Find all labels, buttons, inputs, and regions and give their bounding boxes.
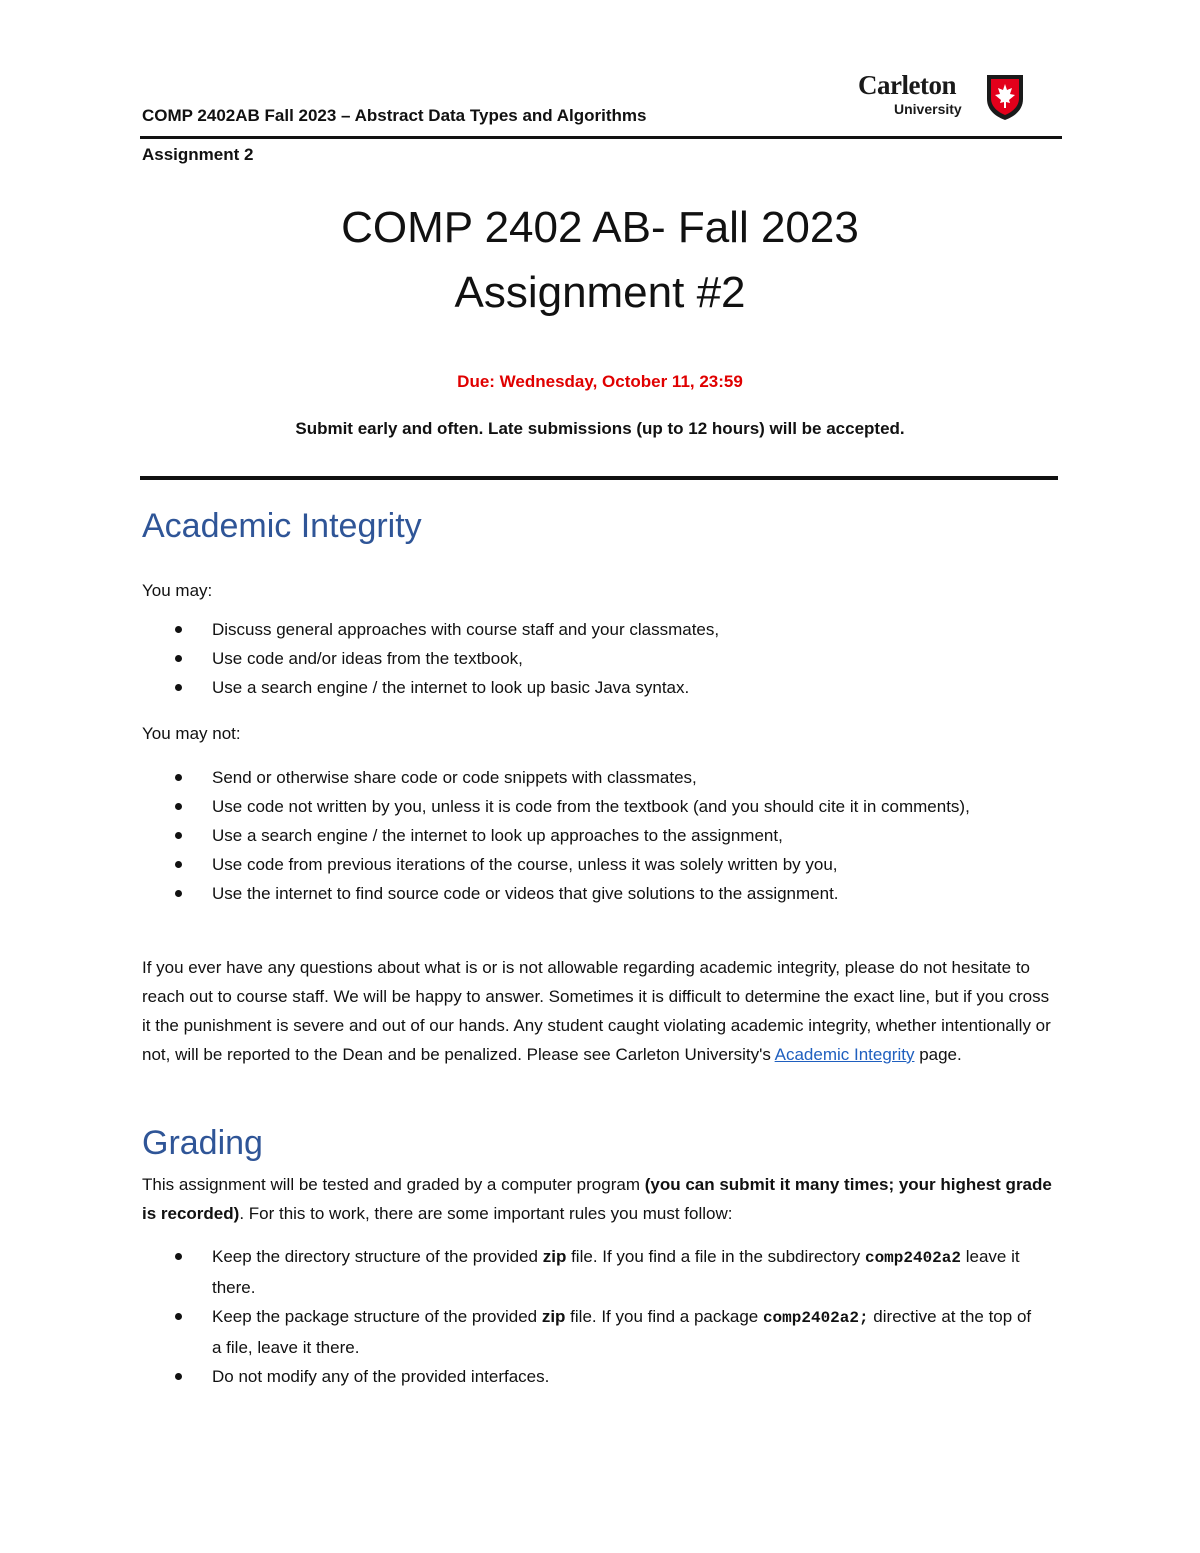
header-rule [140, 136, 1062, 139]
intro-bold-text: (you can submit it many times; your highest grade is recorded) [142, 1175, 1052, 1223]
rule-text: Keep the package structure of the provided [212, 1307, 542, 1326]
grading-intro [142, 1170, 1057, 1228]
header-course-line: COMP 2402AB Fall 2023 – Abstract Data Types and Algorithms [142, 106, 647, 125]
rule-bold: zip [541, 1307, 566, 1326]
bullet-icon [175, 832, 182, 839]
list-item [142, 673, 1042, 702]
bullet-icon [175, 1313, 182, 1320]
list-item [142, 1362, 1042, 1391]
paragraph-text: If you ever have any questions about what is or is not allowable regarding academic integrity, please do not hesitate to reach out to course staff. We will be happy to answer. Sometimes it is difficult to determine the exact line, but if you cross it the punishment is severe and out of our hands. Any student caught violating academic integrity, whether intentionally or not, will be reported to the Dean and be penalized. Please see Carleton University's [142, 958, 1051, 1064]
bullet-icon [175, 890, 182, 897]
rule-text: Keep the directory structure of the provided [212, 1247, 543, 1266]
list-item-text: Use code and/or ideas from the textbook, [212, 649, 523, 668]
heading-academic-integrity: Academic Integrity [142, 507, 422, 545]
rule-code: comp2402a2; [762, 1309, 869, 1327]
logo-word-university: University [894, 101, 962, 117]
list-item-text: Use code not written by you, unless it is code from the textbook (and you should cite it in comments), [212, 797, 970, 816]
submit-note: Submit early and often. Late submissions (up to 12 hours) will be accepted. [295, 419, 905, 438]
list-item [142, 644, 1042, 673]
bullet-icon [175, 655, 182, 662]
bullet-icon [175, 1373, 182, 1380]
due-date: Due: Wednesday, October 11, 23:59 [457, 372, 743, 391]
list-item-text: Use a search engine / the internet to look up basic Java syntax. [212, 678, 690, 697]
may-list [142, 615, 1042, 702]
list-item [142, 1242, 1042, 1302]
may-not-list [142, 763, 1042, 908]
bullet-icon [175, 684, 182, 691]
list-item-text: Discuss general approaches with course staff and your classmates, [212, 620, 720, 639]
list-item [142, 879, 1042, 908]
section-rule [140, 476, 1058, 480]
rule-text: leave it there. [212, 1247, 1020, 1297]
list-item [142, 792, 1042, 821]
rule-bold: zip [542, 1247, 567, 1266]
title-line-2: Assignment #2 [454, 268, 746, 317]
list-item [142, 821, 1042, 850]
list-item-text: Use a search engine / the internet to look up approaches to the assignment, [212, 826, 783, 845]
intro-text-end: . For this to work, there are some important rules you must follow: [239, 1204, 733, 1223]
list-item [142, 615, 1042, 644]
academic-integrity-paragraph [142, 953, 1057, 1069]
academic-integrity-link[interactable]: Academic Integrity [774, 1045, 915, 1064]
you-may-label: You may: [142, 581, 213, 600]
rule-text: file. If you find a file in the subdirectory [566, 1247, 865, 1266]
intro-text: This assignment will be tested and graded by a computer program [142, 1175, 645, 1194]
list-item-text: Use code from previous iterations of the course, unless it was solely written by you, [212, 855, 838, 874]
logo-word-carleton: Carleton [858, 70, 956, 100]
list-item [142, 850, 1042, 879]
carleton-logo [858, 70, 1028, 124]
bullet-icon [175, 861, 182, 868]
rule-text: file. If you find a package [565, 1307, 763, 1326]
title-line-1: COMP 2402 AB- Fall 2023 [341, 203, 859, 252]
list-item [142, 763, 1042, 792]
bullet-icon [175, 1253, 182, 1260]
bullet-icon [175, 774, 182, 781]
paragraph-text-end: page. [914, 1045, 962, 1064]
heading-grading: Grading [142, 1124, 263, 1162]
header-assignment-line: Assignment 2 [142, 145, 254, 164]
rule-text: Do not modify any of the provided interfaces. [212, 1367, 550, 1386]
you-may-not-label: You may not: [142, 724, 241, 743]
bullet-icon [175, 626, 182, 633]
rule-code: comp2402a2 [864, 1249, 961, 1267]
shield-icon [985, 73, 1025, 121]
list-item-text: Use the internet to find source code or videos that give solutions to the assignment. [212, 884, 839, 903]
grading-rules-list [142, 1242, 1042, 1391]
bullet-icon [175, 803, 182, 810]
list-item [142, 1302, 1042, 1362]
rule-text: directive at the top of a file, leave it there. [212, 1307, 1032, 1357]
list-item-text: Send or otherwise share code or code snippets with classmates, [212, 768, 697, 787]
